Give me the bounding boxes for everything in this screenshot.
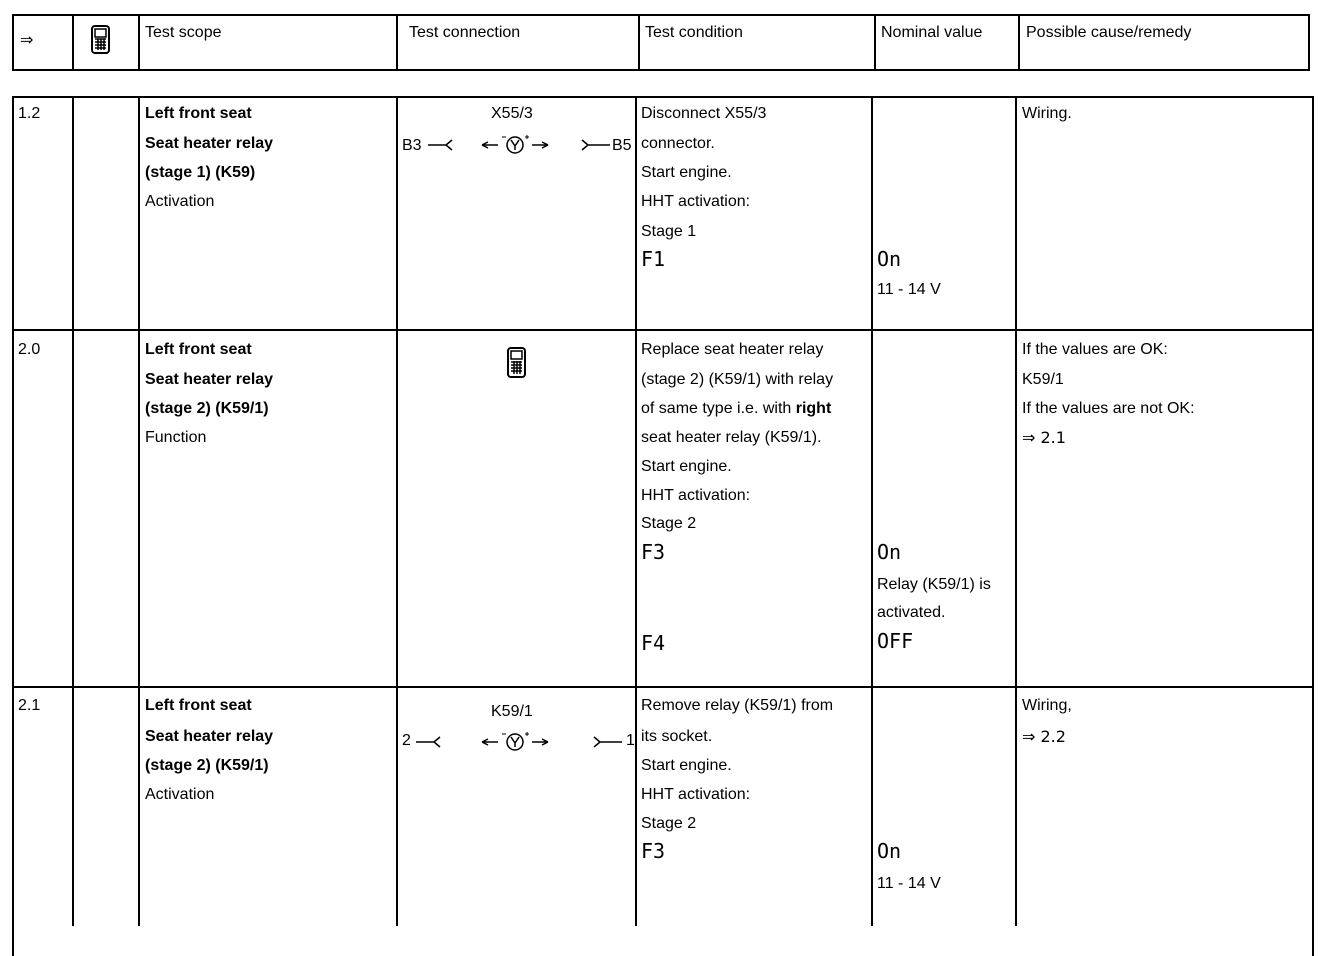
- connector-label: X55/3: [491, 105, 533, 122]
- header-possible-cause: Possible cause/remedy: [1026, 24, 1192, 41]
- header-test-condition: Test condition: [645, 24, 743, 41]
- header-arrow: ⇒: [20, 30, 34, 49]
- condition-line: Start engine.: [641, 164, 732, 181]
- condition-line: Start engine.: [641, 458, 732, 475]
- nominal-display: On: [877, 540, 902, 564]
- test-scope-line: Left front seat: [145, 105, 252, 122]
- condition-line: seat heater relay (K59/1).: [641, 429, 822, 446]
- test-scope-line: (stage 1) (K59): [145, 164, 256, 181]
- pin-right: B5: [612, 137, 632, 154]
- condition-line: HHT activation:: [641, 487, 751, 504]
- condition-line: its socket.: [641, 728, 713, 745]
- hht-display-code: F1: [641, 247, 666, 271]
- header-test-scope: Test scope: [145, 24, 222, 41]
- condition-line: HHT activation:: [641, 786, 751, 803]
- pin-left: 2: [402, 732, 411, 749]
- pin-left: B3: [402, 137, 422, 154]
- condition-line: Remove relay (K59/1) from: [641, 697, 834, 714]
- test-scope-line: Activation: [145, 786, 215, 803]
- condition-line: Replace seat heater relay: [641, 341, 824, 358]
- nominal-value: activated.: [877, 604, 946, 621]
- step-number: 2.0: [18, 341, 41, 358]
- condition-line: connector.: [641, 135, 715, 152]
- condition-line: [641, 399, 831, 419]
- nominal-display: On: [877, 839, 902, 863]
- condition-line: Stage 2: [641, 815, 697, 832]
- condition-text: of same type i.e. with: [641, 400, 796, 417]
- condition-line: Start engine.: [641, 757, 732, 774]
- hht-display-code: F4: [641, 631, 666, 655]
- nominal-display: On: [877, 247, 902, 271]
- test-scope-line: (stage 2) (K59/1): [145, 400, 269, 417]
- remedy-line: ⇒ 2.2: [1022, 727, 1066, 746]
- condition-line: (stage 2) (K59/1) with relay: [641, 371, 834, 388]
- remedy-line: ⇒ 2.1: [1022, 428, 1066, 447]
- voltmeter-symbol: [428, 130, 618, 160]
- test-scope-line: Seat heater relay: [145, 135, 274, 152]
- header-nominal-value: Nominal value: [881, 24, 983, 41]
- test-scope-line: Function: [145, 429, 207, 446]
- condition-line: Disconnect X55/3: [641, 105, 767, 122]
- test-scope-line: Seat heater relay: [145, 371, 274, 388]
- remedy-line: Wiring,: [1022, 697, 1072, 714]
- nominal-display: OFF: [877, 629, 914, 653]
- hht-display-code: F3: [641, 839, 666, 863]
- remedy-line: If the values are not OK:: [1022, 400, 1195, 417]
- test-scope-line: Left front seat: [145, 697, 252, 714]
- remedy-line: Wiring.: [1022, 105, 1072, 122]
- hht-display-code: F3: [641, 540, 666, 564]
- voltmeter-symbol: [416, 727, 636, 757]
- test-scope-line: (stage 2) (K59/1): [145, 757, 269, 774]
- test-scope-line: Left front seat: [145, 341, 252, 358]
- nominal-value: Relay (K59/1) is: [877, 576, 991, 593]
- condition-line: Stage 1: [641, 223, 697, 240]
- step-number: 2.1: [18, 697, 41, 714]
- remedy-line: If the values are OK:: [1022, 341, 1168, 358]
- header-test-connection: Test connection: [409, 24, 521, 41]
- connector-label: K59/1: [491, 703, 533, 720]
- test-scope-line: Seat heater relay: [145, 728, 274, 745]
- pin-right: 1: [626, 732, 635, 749]
- condition-line: Stage 2: [641, 515, 697, 532]
- hht-tester-icon: [507, 347, 527, 379]
- nominal-value: 11 - 14 V: [877, 281, 941, 298]
- test-scope-line: Activation: [145, 193, 215, 210]
- nominal-value: 11 - 14 V: [877, 875, 941, 892]
- hht-tester-icon: [91, 25, 111, 55]
- remedy-line: K59/1: [1022, 371, 1064, 388]
- condition-emphasis: right: [795, 400, 832, 417]
- condition-line: HHT activation:: [641, 193, 751, 210]
- step-number: 1.2: [18, 105, 41, 122]
